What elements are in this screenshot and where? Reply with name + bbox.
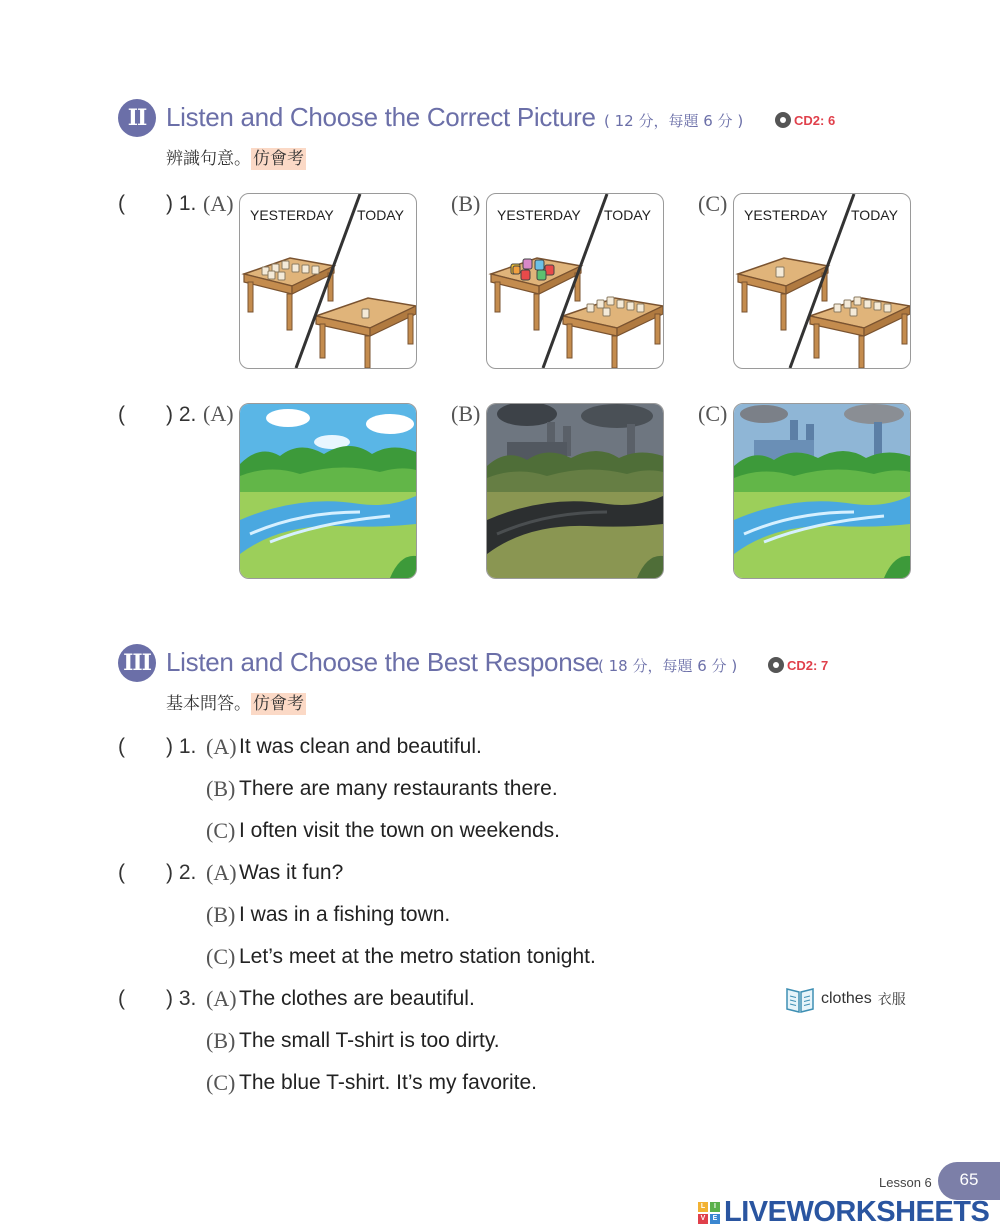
answer-blank-open[interactable]: ( <box>118 403 125 426</box>
option-letter: (A) <box>206 986 237 1011</box>
logo-text: LIVEWORKSHEETS <box>724 1196 990 1228</box>
section-iii-score: ( 18 分，每題 6 分 ) <box>598 657 738 675</box>
question-number: ) 2. <box>166 861 197 884</box>
tables-cups-illustration <box>487 194 663 368</box>
subtitle-text: 辨識句意。 <box>166 149 251 169</box>
picture-option-1c[interactable] <box>733 193 911 369</box>
liveworksheets-logo <box>698 1196 989 1229</box>
option-letter: (B) <box>451 191 481 216</box>
option-text[interactable]: The clothes are beautiful. <box>239 987 475 1010</box>
factory-river-illustration <box>734 404 910 578</box>
logo-icon: L I V E <box>698 1202 720 1224</box>
picture-option-2c[interactable] <box>733 403 911 579</box>
section-ii-score: ( 12 分，每題 6 分 ) <box>604 112 744 130</box>
picture-option-2b[interactable] <box>486 403 664 579</box>
option-letter: (B) <box>206 776 236 801</box>
exam-tag: 仿會考 <box>253 694 304 714</box>
section-iii-cd-track[interactable] <box>768 657 828 673</box>
option-text[interactable]: Let’s meet at the metro station tonight. <box>239 945 596 968</box>
option-letter: (B) <box>206 902 236 927</box>
option-text[interactable]: The small T-shirt is too dirty. <box>239 1029 500 1052</box>
vocab-meaning: 衣服 <box>877 991 906 1007</box>
answer-blank-open[interactable]: ( <box>118 987 125 1010</box>
yesterday-label: YESTERDAY <box>744 207 828 223</box>
tables-cups-illustration <box>240 194 416 368</box>
today-label: TODAY <box>357 207 404 223</box>
option-letter: (C) <box>698 401 728 426</box>
question-number: ) 3. <box>166 987 197 1010</box>
picture-option-1a[interactable] <box>239 193 417 369</box>
section-ii-title: Listen and Choose the Correct Picture <box>166 102 596 132</box>
option-letter: (A) <box>206 860 237 885</box>
subtitle-text: 基本問答。 <box>166 694 251 714</box>
section-ii-badge: II <box>118 99 156 137</box>
section-iii-title: Listen and Choose the Best Response <box>166 647 600 677</box>
today-label: TODAY <box>604 207 651 223</box>
exam-tag: 仿會考 <box>253 149 304 169</box>
option-text[interactable]: There are many restaurants there. <box>239 777 558 800</box>
section-iii-badge: III <box>118 644 156 682</box>
tables-cups-illustration <box>734 194 910 368</box>
today-label: TODAY <box>851 207 898 223</box>
answer-blank-open[interactable]: ( <box>118 735 125 758</box>
question-number: ) 1. <box>166 735 197 758</box>
book-icon <box>785 985 815 1013</box>
vocab-word: clothes <box>821 990 872 1007</box>
cd-label: CD2: 6 <box>794 112 836 128</box>
polluted-river-illustration <box>487 404 663 578</box>
option-letter: (C) <box>206 944 236 969</box>
cd-label: CD2: 7 <box>787 657 829 673</box>
option-text[interactable]: It was clean and beautiful. <box>239 735 482 758</box>
answer-blank-open[interactable]: ( <box>118 861 125 884</box>
lesson-label: Lesson 6 <box>879 1175 932 1190</box>
question-number: ) 2. <box>166 403 197 426</box>
option-letter: (B) <box>206 1028 236 1053</box>
option-letter: (A) <box>206 734 237 759</box>
question-number: ) 1. <box>166 192 197 215</box>
picture-option-1b[interactable] <box>486 193 664 369</box>
cd-icon <box>775 112 791 128</box>
option-letter: (C) <box>206 818 236 843</box>
answer-blank-open[interactable]: ( <box>118 192 125 215</box>
section-ii-subtitle <box>166 144 306 169</box>
option-text[interactable]: I often visit the town on weekends. <box>239 819 561 842</box>
option-text[interactable]: Was it fun? <box>239 861 344 884</box>
vocab-note <box>785 985 906 1013</box>
option-text[interactable]: The blue T-shirt. It’s my favorite. <box>239 1071 537 1094</box>
yesterday-label: YESTERDAY <box>250 207 334 223</box>
page-number: 65 <box>938 1162 1000 1200</box>
clean-river-illustration <box>240 404 416 578</box>
section-ii-cd-track[interactable] <box>775 112 835 128</box>
option-letter: (A) <box>203 401 234 426</box>
yesterday-label: YESTERDAY <box>497 207 581 223</box>
option-letter: (C) <box>698 191 728 216</box>
option-letter: (C) <box>206 1070 236 1095</box>
cd-icon <box>768 657 784 673</box>
picture-option-2a[interactable] <box>239 403 417 579</box>
section-iii-subtitle <box>166 689 306 714</box>
option-letter: (A) <box>203 191 234 216</box>
option-text[interactable]: I was in a fishing town. <box>239 903 451 926</box>
option-letter: (B) <box>451 401 481 426</box>
